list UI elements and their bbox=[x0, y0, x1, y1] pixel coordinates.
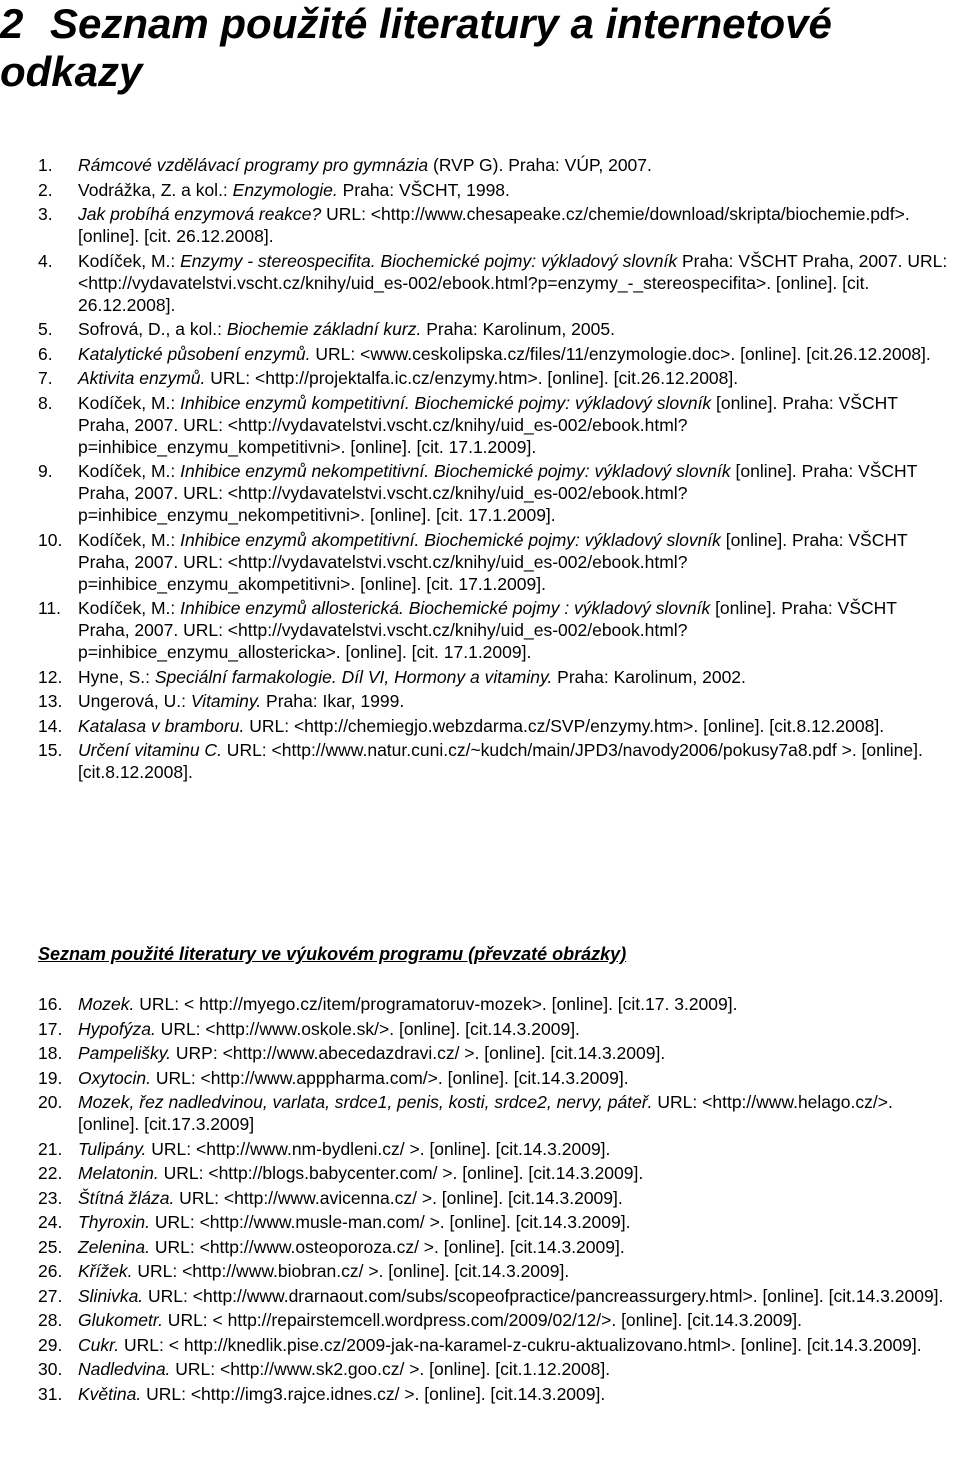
reference-item bbox=[0, 1309, 960, 1331]
reference-number: 22. bbox=[38, 1163, 63, 1183]
reference-text: URL: <http://www.drarnaout.com/subs/scopeofpractice/pancreassurgery.html>. [online]. [cit.14.3.2009]. bbox=[143, 1285, 944, 1306]
reference-text: URL: <http://projektalfa.ic.cz/enzymy.htm>. [online]. [cit.26.12.2008]. bbox=[205, 368, 739, 388]
reference-title: Mozek. bbox=[78, 994, 135, 1014]
reference-item bbox=[0, 690, 960, 712]
reference-title: Nadledvina. bbox=[78, 1359, 171, 1379]
reference-number: 3. bbox=[38, 204, 53, 224]
reference-item bbox=[0, 739, 960, 783]
reference-number: 31. bbox=[38, 1383, 63, 1404]
reference-item bbox=[0, 318, 960, 340]
reference-text: URL: < http://repairstemcell.wordpress.com/2009/02/12/>. [online]. [cit.14.3.2009]. bbox=[162, 1310, 803, 1330]
reference-number: 13. bbox=[38, 691, 63, 711]
reference-text: URL: <http://www.avicenna.cz/ >. [online]. [cit.14.3.2009]. bbox=[174, 1187, 623, 1208]
reference-text: [online]. Praha: VŠCHT Praha, 2007. URL: <http://vydavatelstvi.vscht.cz/knihy/uid_es-002/ebook.html?p=inhibice_enzymu_nekompetitivni>. [online]. [cit. 17.1.2009]. bbox=[78, 461, 918, 525]
reference-item bbox=[0, 1067, 960, 1089]
reference-title: Enzymologie. bbox=[232, 179, 338, 200]
reference-title: Biochemie základní kurz. bbox=[226, 319, 422, 339]
reference-number: 25. bbox=[38, 1236, 63, 1257]
reference-text: Ungerová, U.: bbox=[78, 691, 191, 711]
reference-text: URL: <http://www.oskole.sk/>. [online]. [cit.14.3.2009]. bbox=[155, 1018, 580, 1039]
reference-item bbox=[0, 1162, 960, 1184]
reference-item bbox=[0, 993, 960, 1015]
reference-item bbox=[0, 1383, 960, 1405]
chapter-title: Seznam použité literatury a internetové odkazy bbox=[0, 0, 832, 95]
reference-number: 24. bbox=[38, 1212, 63, 1232]
reference-item bbox=[0, 666, 960, 688]
reference-title: Thyroxin. bbox=[78, 1212, 150, 1232]
reference-number: 11. bbox=[38, 598, 62, 618]
reference-title: Slinivka. bbox=[78, 1285, 144, 1306]
reference-text: Kodíček, M.: bbox=[78, 598, 181, 618]
reference-item bbox=[0, 1018, 960, 1040]
reference-item bbox=[0, 1358, 960, 1380]
reference-title: Inhibice enzymů kompetitivní. Biochemické pojmy: výkladový slovník bbox=[180, 392, 712, 413]
image-reference-list bbox=[0, 993, 960, 1407]
reference-title: Rámcové vzdělávací programy pro gymnázia bbox=[78, 155, 429, 175]
reference-text: Kodíček, M.: bbox=[78, 461, 181, 481]
image-references-heading: Seznam použité literatury ve výukovém programu (převzaté obrázky) bbox=[38, 944, 627, 964]
reference-text: URL: <http://blogs.babycenter.com/ >. [online]. [cit.14.3.2009]. bbox=[158, 1163, 644, 1183]
reference-text: Kodíček, M.: bbox=[78, 529, 181, 550]
reference-item bbox=[0, 1236, 960, 1258]
reference-text: Praha: Ikar, 1999. bbox=[261, 691, 405, 711]
reference-item bbox=[0, 1260, 960, 1282]
reference-number: 23. bbox=[38, 1187, 63, 1208]
reference-title: Melatonin. bbox=[78, 1163, 159, 1183]
reference-title: Zelenina. bbox=[78, 1236, 150, 1257]
reference-text: URL: <http://img3.rajce.idnes.cz/ >. [online]. [cit.14.3.2009]. bbox=[141, 1383, 606, 1404]
reference-item bbox=[0, 203, 960, 247]
reference-text: URL: <http://www.natur.cuni.cz/~kudch/main/JPD3/navody2006/pokusy7a8.pdf >. [online]. [cit.8.12.2008]. bbox=[78, 740, 923, 782]
reference-title: Květina. bbox=[78, 1383, 142, 1404]
reference-text: URL: <http://chemiegjo.webzdarma.cz/SVP/enzymy.htm>. [online]. [cit.8.12.2008]. bbox=[244, 715, 885, 736]
reference-text: URL: < http://myego.cz/item/programatoruv-mozek>. [online]. [cit.17. 3.2009]. bbox=[134, 994, 738, 1014]
reference-item bbox=[0, 597, 960, 663]
reference-number: 19. bbox=[38, 1067, 63, 1088]
reference-text: Praha: Karolinum, 2002. bbox=[552, 666, 746, 687]
reference-item bbox=[0, 715, 960, 737]
reference-item bbox=[0, 1285, 960, 1307]
reference-item bbox=[0, 529, 960, 595]
reference-item bbox=[0, 1187, 960, 1209]
reference-number: 12. bbox=[38, 666, 63, 687]
reference-title: Pampelišky. bbox=[78, 1043, 172, 1063]
reference-number: 15. bbox=[38, 740, 63, 760]
reference-text: URL: <http://www.musle-man.com/ >. [online]. [cit.14.3.2009]. bbox=[149, 1212, 631, 1232]
reference-item bbox=[0, 392, 960, 458]
reference-text: URL: <http://www.sk2.goo.cz/ >. [online]. [cit.1.12.2008]. bbox=[170, 1359, 611, 1379]
reference-text: URL: <http://www.helago.cz/>. [online]. [cit.17.3.2009] bbox=[78, 1092, 893, 1134]
reference-text: Vodrážka, Z. a kol.: bbox=[78, 179, 233, 200]
reference-number: 26. bbox=[38, 1261, 63, 1281]
reference-number: 17. bbox=[38, 1018, 63, 1039]
reference-number: 27. bbox=[38, 1285, 63, 1306]
reference-title: Cukr. bbox=[78, 1334, 120, 1355]
reference-title: Vitaminy. bbox=[190, 691, 262, 711]
reference-title: Katalasa v bramboru. bbox=[78, 715, 245, 736]
reference-title: Tulipány. bbox=[78, 1138, 147, 1159]
reference-title: Oxytocin. bbox=[78, 1067, 151, 1088]
reference-text: Kodíček, M.: bbox=[78, 250, 181, 271]
reference-title: Hypofýza. bbox=[78, 1018, 156, 1039]
reference-title: Inhibice enzymů allosterická. Biochemické pojmy : výkladový slovník bbox=[180, 598, 711, 618]
reference-title: Jak probíhá enzymová reakce? bbox=[78, 204, 322, 224]
reference-title: Mozek, řez nadledvinou, varlata, srdce1, penis, kosti, srdce2, nervy, páteř. bbox=[78, 1092, 653, 1112]
reference-list bbox=[0, 154, 960, 786]
reference-text: [online]. Praha: VŠCHT Praha, 2007. URL: <http://vydavatelstvi.vscht.cz/knihy/uid_es-002/ebook.html?p=inhibice_enzymu_kompetitivni>. [online]. [cit. 17.1.2009]. bbox=[78, 392, 898, 457]
reference-item bbox=[0, 1091, 960, 1135]
reference-number: 6. bbox=[38, 343, 53, 364]
reference-number: 29. bbox=[38, 1334, 63, 1355]
reference-number: 9. bbox=[38, 461, 53, 481]
reference-item bbox=[0, 1042, 960, 1064]
reference-number: 18. bbox=[38, 1043, 63, 1063]
reference-number: 21. bbox=[38, 1138, 63, 1159]
reference-text: Praha: VŠCHT Praha, 2007. URL: <http://vydavatelstvi.vscht.cz/knihy/uid_es-002/ebook.html?p=enzymy_-_stereospecifita>. [online]. [cit. 26.12.2008]. bbox=[78, 250, 948, 315]
reference-text: URL: < http://knedlik.pise.cz/2009-jak-na-karamel-z-cukru-aktualizovano.html>. [online]. [cit.14.3.2009]. bbox=[119, 1334, 922, 1355]
reference-title: Glukometr. bbox=[78, 1310, 163, 1330]
reference-number: 16. bbox=[38, 994, 63, 1014]
reference-text: URL: <www.ceskolipska.cz/files/11/enzymologie.doc>. [online]. [cit.26.12.2008]. bbox=[310, 343, 931, 364]
reference-item bbox=[0, 1211, 960, 1233]
reference-title: Enzymy - stereospecifita. Biochemické pojmy: výkladový slovník bbox=[180, 250, 678, 271]
reference-number: 28. bbox=[38, 1310, 63, 1330]
reference-title: Speciální farmakologie. Díl VI, Hormony a vitaminy. bbox=[154, 666, 553, 687]
reference-text: [online]. Praha: VŠCHT Praha, 2007. URL: <http://vydavatelstvi.vscht.cz/knihy/uid_es-002/ebook.html?p=inhibice_enzymu_allostericka>. [online]. [cit. 17.1.2009]. bbox=[78, 598, 897, 662]
reference-text: Kodíček, M.: bbox=[78, 392, 181, 413]
reference-item bbox=[0, 1138, 960, 1160]
reference-text: URL: <http://www.apppharma.com/>. [online]. [cit.14.3.2009]. bbox=[150, 1067, 629, 1088]
reference-text: URP: <http://www.abecedazdravi.cz/ >. [online]. [cit.14.3.2009]. bbox=[171, 1043, 666, 1063]
reference-text: URL: <http://www.chesapeake.cz/chemie/download/skripta/biochemie.pdf>. [online]. [cit. 26.12.2008]. bbox=[78, 204, 910, 246]
reference-text: URL: <http://www.biobran.cz/ >. [online]. [cit.14.3.2009]. bbox=[132, 1261, 570, 1281]
reference-number: 2. bbox=[38, 179, 53, 200]
reference-number: 4. bbox=[38, 250, 53, 271]
reference-number: 10. bbox=[38, 529, 63, 550]
reference-title: Aktivita enzymů. bbox=[78, 368, 206, 388]
reference-number: 20. bbox=[38, 1092, 63, 1112]
reference-text: (RVP G). Praha: VÚP, 2007. bbox=[428, 155, 652, 175]
reference-number: 8. bbox=[38, 392, 53, 413]
reference-text: Hyne, S.: bbox=[78, 666, 155, 687]
reference-item bbox=[0, 250, 960, 316]
reference-number: 1. bbox=[38, 155, 53, 175]
reference-item bbox=[0, 154, 960, 176]
reference-text: Praha: Karolinum, 2005. bbox=[421, 319, 615, 339]
reference-item bbox=[0, 460, 960, 526]
reference-item bbox=[0, 179, 960, 201]
reference-item bbox=[0, 1334, 960, 1356]
reference-title: Katalytické působení enzymů. bbox=[78, 343, 311, 364]
reference-title: Inhibice enzymů nekompetitivní. Biochemické pojmy: výkladový slovník bbox=[180, 461, 731, 481]
reference-number: 30. bbox=[38, 1359, 63, 1379]
reference-item bbox=[0, 367, 960, 389]
reference-number: 5. bbox=[38, 319, 53, 339]
reference-text: Sofrová, D., a kol.: bbox=[78, 319, 227, 339]
reference-text: Praha: VŠCHT, 1998. bbox=[337, 179, 510, 200]
chapter-number: 2 bbox=[0, 0, 24, 47]
reference-title: Inhibice enzymů akompetitivní. Biochemické pojmy: výkladový slovník bbox=[180, 529, 721, 550]
reference-text: URL: <http://www.osteoporoza.cz/ >. [online]. [cit.14.3.2009]. bbox=[150, 1236, 625, 1257]
reference-title: Určení vitaminu C. bbox=[78, 740, 222, 760]
page-title bbox=[0, 0, 900, 96]
reference-item bbox=[0, 343, 960, 365]
reference-title: Štítná žláza. bbox=[78, 1187, 175, 1208]
reference-title: Křížek. bbox=[78, 1261, 133, 1281]
reference-text: [online]. Praha: VŠCHT Praha, 2007. URL: <http://vydavatelstvi.vscht.cz/knihy/uid_es-002/ebook.html?p=inhibice_enzymu_akompetitivni>. [online]. [cit. 17.1.2009]. bbox=[78, 529, 908, 594]
reference-number: 7. bbox=[38, 368, 53, 388]
reference-text: URL: <http://www.nm-bydleni.cz/ >. [online]. [cit.14.3.2009]. bbox=[146, 1138, 611, 1159]
reference-number: 14. bbox=[38, 715, 63, 736]
